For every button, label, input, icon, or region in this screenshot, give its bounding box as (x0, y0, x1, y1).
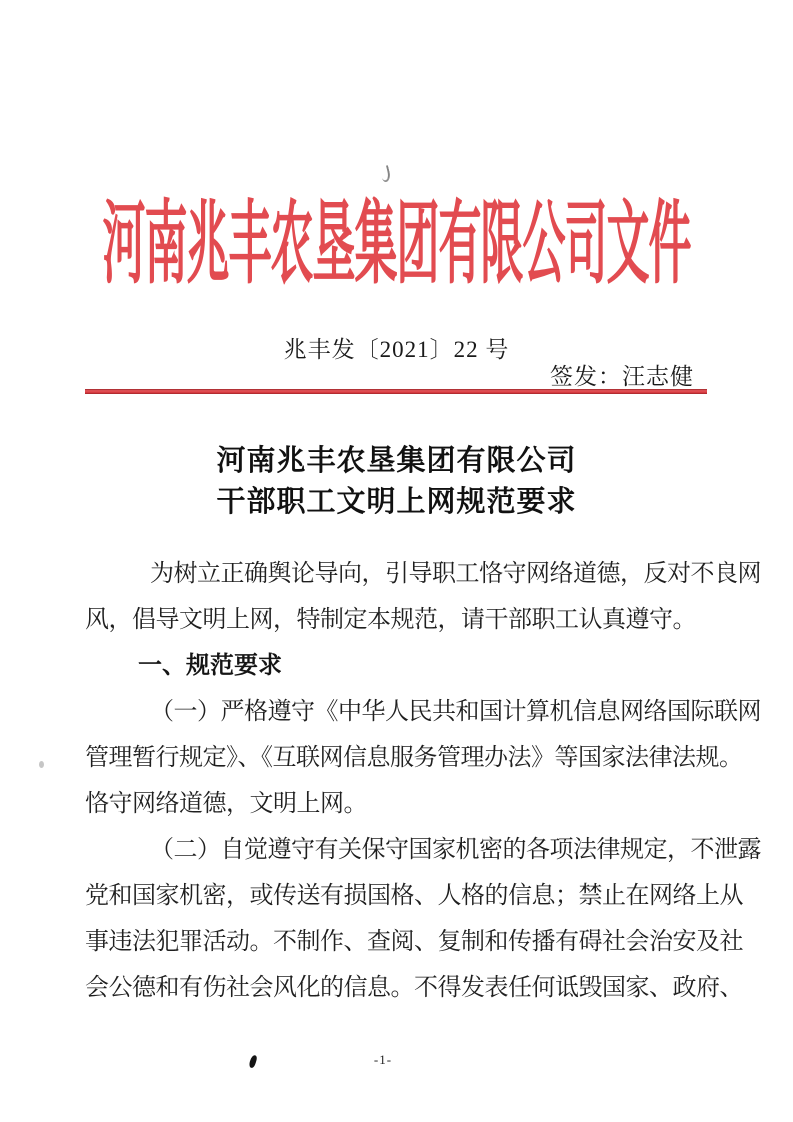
document-title-line-2: 干部职工文明上网规范要求 (216, 486, 577, 518)
issuer-label: 签发： (550, 364, 622, 389)
body-line: 恪守网络道德，文明上网。 (85, 791, 367, 817)
body-line: （一）严格遵守《中华人民共和国计算机信息网络国际联网 (150, 699, 761, 725)
letterhead-org-title: 河南兆丰农垦集团有限公司文件 (102, 196, 691, 295)
red-separator-line (85, 389, 707, 394)
document-number: 兆丰发〔2021〕22 号 (283, 337, 510, 362)
body-line: 会公德和有伤社会风化的信息。不得发表任何诋毁国家、政府、 (85, 975, 743, 1001)
issuer-name: 汪志健 (622, 364, 694, 389)
page-number: -1- (373, 1052, 393, 1067)
body-line: 党和国家机密，或传送有损国格、人格的信息；禁止在网络上从 (85, 883, 743, 909)
issuer-line (550, 358, 694, 391)
body-line: 管理暂行规定》、《互联网信息服务管理办法》等国家法律法规。 (85, 745, 743, 771)
scan-speck (39, 761, 44, 768)
document-title (0, 441, 793, 523)
body-line: 为树立正确舆论导向，引导职工恪守网络道德，反对不良网 (150, 561, 761, 587)
document-body (85, 551, 761, 1011)
section-heading: 一、规范要求 (138, 652, 282, 679)
document-title-line-1: 河南兆丰农垦集团有限公司 (216, 445, 577, 477)
body-line: 风，倡导文明上网，特制定本规范，请干部职工认真遵守。 (85, 607, 696, 633)
letterhead (0, 186, 793, 295)
body-line: （二）自觉遵守有关保守国家机密的各项法律规定，不泄露 (150, 837, 761, 863)
body-line: 事违法犯罪活动。不制作、查阅、复制和传播有碍社会治安及社 (85, 929, 743, 955)
